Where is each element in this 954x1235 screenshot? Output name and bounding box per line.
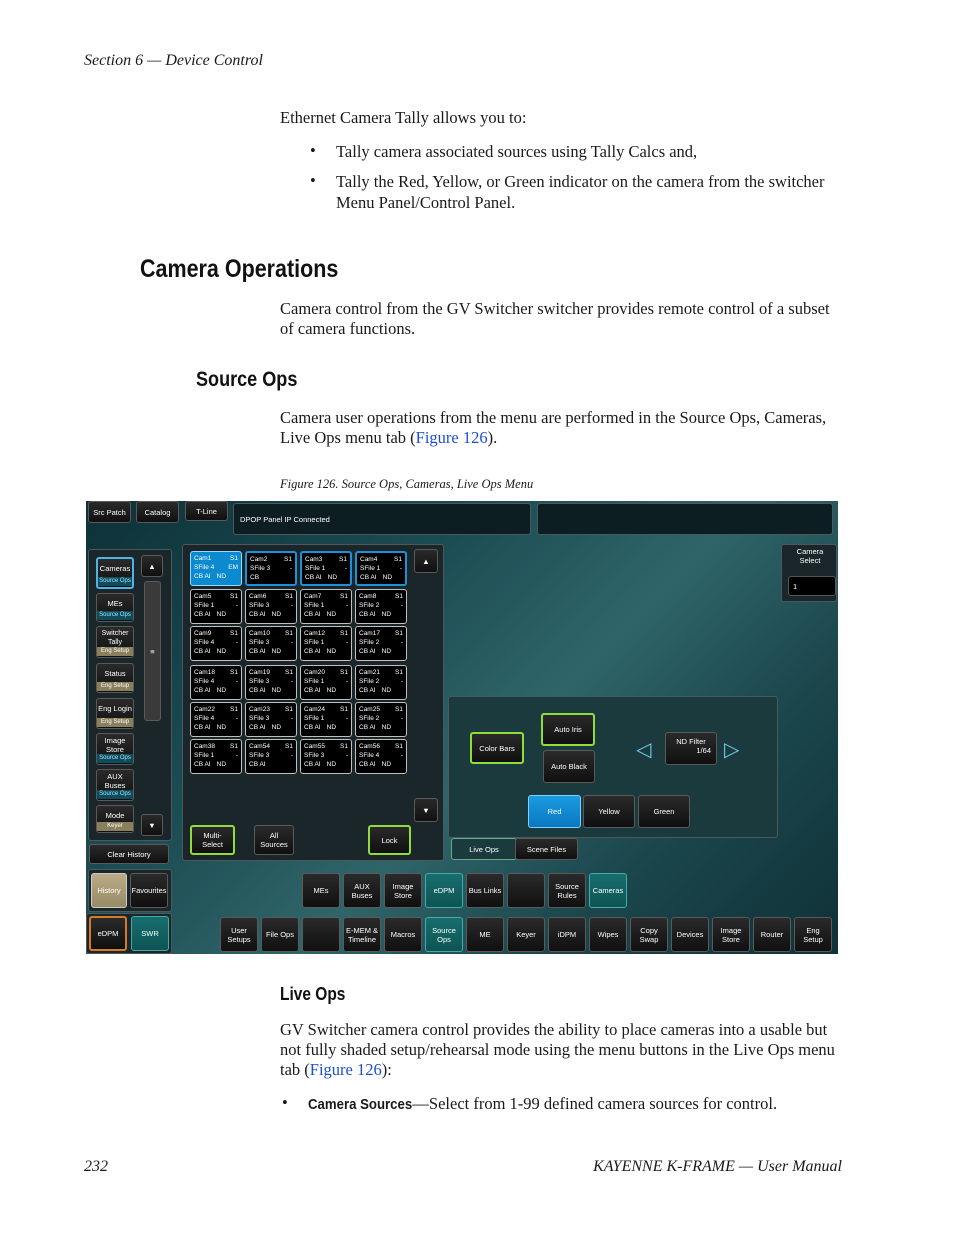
scroll-up-button[interactable]: ▲ xyxy=(141,555,163,577)
camera-button[interactable]: Cam54 S1 SFile 3 - CB AI xyxy=(245,739,297,774)
tab-live-ops[interactable]: Live Ops xyxy=(451,838,517,860)
multi-select-button[interactable]: Multi-Select xyxy=(190,825,235,855)
nd-filter-display: ND Filter 1/64 xyxy=(665,732,717,765)
menu-row1-button[interactable]: Image Store xyxy=(384,873,422,908)
auto-black-button[interactable]: Auto Black xyxy=(543,750,595,783)
bullet-item: Tally the Red, Yellow, or Green indicator on the camera from the switcher Menu Panel/Control Panel. xyxy=(336,172,825,212)
lock-button[interactable]: Lock xyxy=(368,825,411,855)
menu-row2-button[interactable]: Devices xyxy=(671,917,709,952)
menu-mode[interactable]: Mode Keyer xyxy=(96,805,134,833)
camera-button[interactable]: Cam5 S1 SFile 1 - CB AI ND xyxy=(190,589,242,624)
intro-text: Ethernet Camera Tally allows you to: xyxy=(280,108,527,127)
camera-button[interactable]: Cam24 S1 SFile 1 - CB AI ND xyxy=(300,702,352,737)
menu-aux-buses[interactable]: AUX Buses Source Ops xyxy=(96,769,134,801)
menu-row2-button[interactable]: User Setups xyxy=(220,917,258,952)
camera-select-label: Camera Select xyxy=(796,547,824,565)
camera-select-field[interactable]: 1 xyxy=(788,576,836,596)
tally-yellow-button[interactable]: Yellow xyxy=(583,795,635,828)
bullet-item: Tally camera associated sources using Tally Calcs and, xyxy=(336,142,698,161)
footer-title: KAYENNE K-FRAME — User Manual xyxy=(593,1158,842,1175)
menu-mes[interactable]: MEs Source Ops xyxy=(96,593,134,622)
camera-button[interactable]: Cam10 S1 SFile 3 - CB AI ND xyxy=(245,626,297,661)
camera-button[interactable]: Cam21 S1 SFile 2 - CB AI ND xyxy=(355,665,407,700)
status-display: DPOP Panel IP Connected xyxy=(233,503,531,535)
tally-green-button[interactable]: Green xyxy=(638,795,690,828)
heading-source-ops: Source Ops xyxy=(196,368,298,391)
menu-row2-button[interactable]: ME xyxy=(466,917,504,952)
section-header: Section 6 — Device Control xyxy=(84,52,263,69)
clear-history-button[interactable]: Clear History xyxy=(89,844,169,864)
menu-row1-button[interactable]: AUX Buses xyxy=(343,873,381,908)
camera-button[interactable]: Cam3 S1 SFile 1 - CB AI ND xyxy=(300,551,352,586)
camera-button[interactable]: Cam1 S1 SFile 4 EM CB AI ND xyxy=(190,551,242,586)
camera-button[interactable]: Cam20 S1 SFile 1 - CB AI ND xyxy=(300,665,352,700)
camera-button[interactable]: Cam2 S1 SFile 3 - CB xyxy=(245,551,297,586)
bullet-marker: • xyxy=(310,141,316,160)
menu-row2-button[interactable]: File Ops xyxy=(261,917,299,952)
menu-row2-button[interactable]: Image Store xyxy=(712,917,750,952)
menu-row1-button[interactable]: MEs xyxy=(302,873,340,908)
nd-filter-increment-icon[interactable]: ▷ xyxy=(724,739,740,761)
bullet-marker: • xyxy=(282,1093,288,1112)
src-patch-button[interactable]: Src Patch xyxy=(88,501,131,523)
page-number: 232 xyxy=(84,1158,108,1175)
tally-red-button[interactable]: Red xyxy=(528,795,581,828)
figure-link[interactable]: Figure 126 xyxy=(415,428,488,447)
menu-row2-button[interactable]: Keyer xyxy=(507,917,545,952)
camera-button[interactable]: Cam55 S1 SFile 3 - CB AI ND xyxy=(300,739,352,774)
camera-button[interactable]: Cam22 S1 SFile 4 - CB AI ND xyxy=(190,702,242,737)
camera-button[interactable]: Cam17 S1 SFile 2 - CB AI ND xyxy=(355,626,407,661)
camera-button[interactable]: Cam56 S1 SFile 4 - CB AI ND xyxy=(355,739,407,774)
auto-iris-button[interactable]: Auto Iris xyxy=(541,713,595,746)
figure-caption: Figure 126. Source Ops, Cameras, Live Ops Menu xyxy=(280,477,534,491)
menu-row1-button[interactable]: eDPM xyxy=(425,873,463,908)
menu-status[interactable]: Status Eng Setup xyxy=(96,663,134,693)
menu-eng-login[interactable]: Eng Login Eng Setup xyxy=(96,698,134,729)
scroll-thumb[interactable]: ≡ xyxy=(144,581,161,721)
menu-row2-button[interactable]: Eng Setup xyxy=(794,917,832,952)
catalog-button[interactable]: Catalog xyxy=(136,501,179,523)
t-line-button[interactable]: T-Line xyxy=(185,501,228,521)
color-bars-button[interactable]: Color Bars xyxy=(470,732,524,764)
menu-image-store[interactable]: Image Store Source Ops xyxy=(96,733,134,765)
favourites-button[interactable]: Favourites xyxy=(130,873,168,908)
menu-row2-button[interactable]: Source Ops xyxy=(425,917,463,952)
camera-button[interactable]: Cam25 S1 SFile 2 - CB AI ND xyxy=(355,702,407,737)
menu-switcher-tally[interactable]: Switcher Tally Eng Setup xyxy=(96,626,134,658)
paragraph: Camera control from the GV Switcher switcher provides remote control of a subset of camera functions. xyxy=(280,299,830,338)
edpm-button[interactable]: eDPM xyxy=(89,916,127,951)
paragraph: GV Switcher camera control provides the ability to place cameras into a usable but not fully shaded setup/rehearsal mode using the menu buttons in the Live Ops menu tab (Figure 126): xyxy=(280,1020,835,1079)
grid-scroll-up[interactable]: ▲ xyxy=(414,549,438,573)
menu-row1-button[interactable]: Source Rules xyxy=(548,873,586,908)
menu-row2-button[interactable]: Copy Swap xyxy=(630,917,668,952)
menu-row2-button[interactable] xyxy=(302,917,340,952)
camera-button[interactable]: Cam23 S1 SFile 3 - CB AI ND xyxy=(245,702,297,737)
status-display-empty xyxy=(537,503,833,535)
camera-button[interactable]: Cam38 S1 SFile 1 - CB AI ND xyxy=(190,739,242,774)
menu-cameras[interactable]: Cameras Source Ops xyxy=(96,557,134,589)
camera-button[interactable]: Cam9 S1 SFile 4 - CB AI ND xyxy=(190,626,242,661)
menu-row1-button[interactable] xyxy=(507,873,545,908)
menu-row2-button[interactable]: Router xyxy=(753,917,791,952)
history-button[interactable]: History xyxy=(91,873,127,908)
camera-button[interactable]: Cam6 S1 SFile 3 - CB AI ND xyxy=(245,589,297,624)
camera-button[interactable]: Cam7 S1 SFile 1 - CB AI ND xyxy=(300,589,352,624)
camera-button[interactable]: Cam12 S1 SFile 1 - CB AI ND xyxy=(300,626,352,661)
camera-button[interactable]: Cam18 S1 SFile 4 - CB AI ND xyxy=(190,665,242,700)
nd-filter-decrement-icon[interactable]: ◁ xyxy=(636,739,652,761)
all-sources-button[interactable]: All Sources xyxy=(254,825,294,855)
menu-row2-button[interactable]: E-MEM & Timeline xyxy=(343,917,381,952)
menu-row1-button[interactable]: Cameras xyxy=(589,873,627,908)
paragraph: Camera user operations from the menu are performed in the Source Ops, Cameras, Live Ops menu tab (Figure 126). xyxy=(280,408,827,447)
figure-link[interactable]: Figure 126 xyxy=(309,1060,382,1079)
tab-scene-files[interactable]: Scene Files xyxy=(515,838,578,860)
camera-button[interactable]: Cam19 S1 SFile 3 - CB AI ND xyxy=(245,665,297,700)
bullet-marker: • xyxy=(310,171,316,190)
heading-live-ops: Live Ops xyxy=(280,984,346,1004)
heading-camera-operations: Camera Operations xyxy=(140,255,339,283)
scroll-down-button[interactable]: ▼ xyxy=(141,814,163,836)
menu-row1-button[interactable]: Bus Links xyxy=(466,873,504,908)
menu-row2-button[interactable]: iDPM xyxy=(548,917,586,952)
grid-scroll-down[interactable]: ▼ xyxy=(414,798,438,822)
camera-button[interactable]: Cam4 S1 SFile 1 - CB AI ND xyxy=(355,551,407,586)
camera-button[interactable]: Cam8 S1 SFile 2 - CB AI ND xyxy=(355,589,407,624)
source-ops-screenshot xyxy=(86,501,838,954)
bullet-item: Camera Sources—Select from 1-99 defined camera sources for control. xyxy=(308,1094,778,1113)
swr-button[interactable]: SWR xyxy=(131,916,169,951)
menu-row2-button[interactable]: Wipes xyxy=(589,917,627,952)
menu-row2-button[interactable]: Macros xyxy=(384,917,422,952)
